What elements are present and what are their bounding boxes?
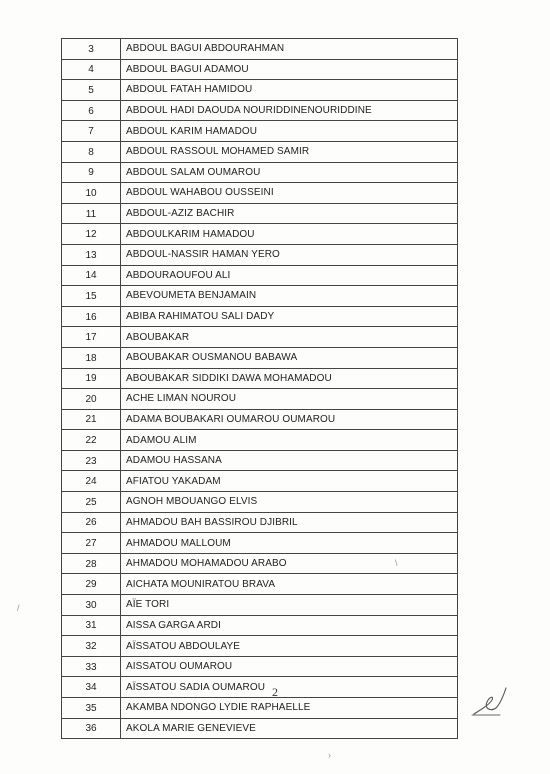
- row-name: AGNOH MBOUANGO ELVIS: [121, 492, 458, 513]
- table-row: [62, 471, 458, 492]
- row-name: ABDOUL BAGUI ABDOURAHMAN: [121, 39, 458, 60]
- row-name: ABDOUL FATAH HAMIDOU: [121, 80, 458, 101]
- table-row: [62, 183, 458, 204]
- table-row: [62, 162, 458, 183]
- table-row: [62, 553, 458, 574]
- row-name: ABDOUL HADI DAOUDA NOURIDDINENOURIDDINE: [121, 100, 458, 121]
- row-number: 20: [62, 389, 121, 410]
- table-row: [62, 203, 458, 224]
- row-name: AISSATOU OUMAROU: [121, 656, 458, 677]
- table-row: [62, 80, 458, 101]
- row-name: AKOLA MARIE GENEVIEVE: [121, 718, 458, 739]
- row-number: 29: [62, 574, 121, 595]
- table-row: [62, 100, 458, 121]
- row-number: 32: [62, 636, 121, 657]
- row-number: 23: [62, 450, 121, 471]
- row-number: 34: [62, 677, 121, 698]
- row-number: 3: [62, 39, 121, 60]
- scan-speck: /: [17, 603, 20, 613]
- table-row: [62, 121, 458, 142]
- row-number: 27: [62, 533, 121, 554]
- row-number: 14: [62, 265, 121, 286]
- row-name: AÏSSATOU SADIA OUMAROU: [121, 677, 458, 698]
- row-name: ABDOUL RASSOUL MOHAMED SAMIR: [121, 141, 458, 162]
- table-row: [62, 574, 458, 595]
- row-name: AICHATA MOUNIRATOU BRAVA: [121, 574, 458, 595]
- row-name: ADAMOU HASSANA: [121, 450, 458, 471]
- row-name: AHMADOU MALLOUM: [121, 533, 458, 554]
- table-row: [62, 512, 458, 533]
- row-name: ABEVOUMETA BENJAMAIN: [121, 286, 458, 307]
- table-row: [62, 492, 458, 513]
- row-number: 7: [62, 121, 121, 142]
- table-row: [62, 718, 458, 739]
- row-number: 33: [62, 656, 121, 677]
- row-name: ABOUBAKAR SIDDIKI DAWA MOHAMADOU: [121, 368, 458, 389]
- page-number: 2: [272, 685, 278, 699]
- row-name: ABIBA RAHIMATOU SALI DADY: [121, 306, 458, 327]
- row-number: 15: [62, 286, 121, 307]
- row-number: 11: [62, 203, 121, 224]
- table-row: [62, 698, 458, 719]
- table-row: [62, 615, 458, 636]
- row-name: AHMADOU MOHAMADOU ARABO: [121, 553, 458, 574]
- table-row: [62, 224, 458, 245]
- row-number: 22: [62, 430, 121, 451]
- signature-mark: [470, 686, 510, 718]
- row-number: 17: [62, 327, 121, 348]
- table-row: [62, 595, 458, 616]
- row-name: ABOUBAKAR: [121, 327, 458, 348]
- table-row: [62, 409, 458, 430]
- row-name: AHMADOU BAH BASSIROU DJIBRIL: [121, 512, 458, 533]
- table-row: [62, 636, 458, 657]
- row-number: 31: [62, 615, 121, 636]
- row-name: ABDOUL WAHABOU OUSSEINI: [121, 183, 458, 204]
- row-number: 4: [62, 59, 121, 80]
- table-row: [62, 450, 458, 471]
- table-row: [62, 265, 458, 286]
- table-row: [62, 533, 458, 554]
- row-number: 10: [62, 183, 121, 204]
- row-name: ABOUBAKAR OUSMANOU BABAWA: [121, 347, 458, 368]
- row-number: 9: [62, 162, 121, 183]
- table-row: [62, 327, 458, 348]
- scan-speck: \: [395, 558, 398, 568]
- table-row: [62, 306, 458, 327]
- row-name: ABDOUL BAGUI ADAMOU: [121, 59, 458, 80]
- table-row: [62, 39, 458, 60]
- row-number: 16: [62, 306, 121, 327]
- names-table: [61, 38, 458, 739]
- row-name: ABDOUL KARIM HAMADOU: [121, 121, 458, 142]
- row-name: ADAMA BOUBAKARI OUMAROU OUMAROU: [121, 409, 458, 430]
- table-row: [62, 389, 458, 410]
- row-number: 25: [62, 492, 121, 513]
- table-row: [62, 286, 458, 307]
- table-row: [62, 59, 458, 80]
- row-name: AÏSSATOU ABDOULAYE: [121, 636, 458, 657]
- row-number: 18: [62, 347, 121, 368]
- row-number: 26: [62, 512, 121, 533]
- row-number: 19: [62, 368, 121, 389]
- row-name: ABDOURAOUFOU ALI: [121, 265, 458, 286]
- row-number: 28: [62, 553, 121, 574]
- row-name: AFIATOU YAKADAM: [121, 471, 458, 492]
- row-number: 12: [62, 224, 121, 245]
- row-number: 21: [62, 409, 121, 430]
- row-name: ADAMOU ALIM: [121, 430, 458, 451]
- row-name: ABDOUL SALAM OUMAROU: [121, 162, 458, 183]
- scan-speck: ›: [328, 750, 331, 760]
- row-number: 24: [62, 471, 121, 492]
- row-number: 36: [62, 718, 121, 739]
- table-row: [62, 368, 458, 389]
- table-row: [62, 347, 458, 368]
- table-row: [62, 430, 458, 451]
- table-row: [62, 141, 458, 162]
- row-number: 6: [62, 100, 121, 121]
- row-name: ABDOUL-AZIZ BACHIR: [121, 203, 458, 224]
- row-number: 13: [62, 244, 121, 265]
- row-number: 35: [62, 698, 121, 719]
- row-name: AÏE TORI: [121, 595, 458, 616]
- row-number: 30: [62, 595, 121, 616]
- row-name: ABDOULKARIM HAMADOU: [121, 224, 458, 245]
- table-row: [62, 656, 458, 677]
- row-name: AISSA GARGA ARDI: [121, 615, 458, 636]
- row-name: AKAMBA NDONGO LYDIE RAPHAELLE: [121, 698, 458, 719]
- table-row: [62, 244, 458, 265]
- row-number: 8: [62, 141, 121, 162]
- row-name: ACHE LIMAN NOUROU: [121, 389, 458, 410]
- names-table-body: [62, 39, 458, 739]
- row-name: ABDOUL-NASSIR HAMAN YERO: [121, 244, 458, 265]
- row-number: 5: [62, 80, 121, 101]
